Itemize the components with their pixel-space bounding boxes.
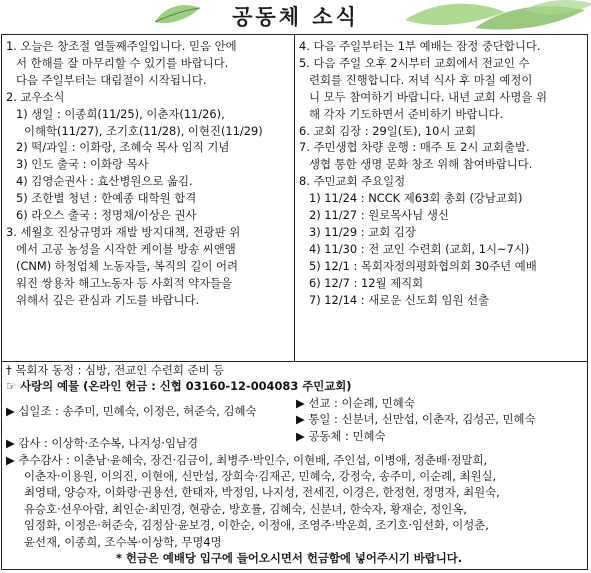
schedule-item: 5) 12/1 : 목회자정의평화협의회 30주년 예배	[309, 258, 537, 273]
column-divider	[294, 34, 295, 361]
harvest-line: 최영태, 양승자, 이화랑·권용선, 한태자, 박정임, 나지성, 전세진, 이경은, 한정현, 정명자, 최원숙,	[24, 485, 500, 500]
schedule-item: 1) 11/24 : NCCK 제63회 총회 (강남교회)	[309, 191, 523, 206]
community-line: ▶ 공동체 : 민혜숙	[296, 428, 386, 443]
harvest-line: 유승호·선우아람, 최인순·최민경, 현광순, 방호률, 김혜숙, 신분녀, 한숙자, 황재순, 정인옥,	[24, 501, 467, 516]
news-line: 4) 김영순권사 : 효산병원으로 옮김.	[16, 174, 193, 189]
schedule-item: 7) 12/14 : 새로운 신도회 임원 선출	[309, 292, 490, 307]
news-line: 6. 교회 김장 : 29일(토), 10시 교회	[299, 123, 476, 138]
news-line: 니 모두 참여하기 바랍니다. 내년 교회 사명을 위	[309, 89, 548, 104]
news-line: 다음 주일부터는 대림절이 시작됩니다.	[16, 72, 207, 87]
footer-note: * 헌금은 예배당 입구에 들어오시면서 헌금함에 넣어주시기 바랍니다.	[116, 551, 463, 566]
news-line: 1. 오늘은 창조절 열둘째주일입니다. 믿음 안에	[6, 39, 237, 53]
harvest-line: 임정화, 이정은·허준숙, 김정삼·윤보경, 이한순, 이정애, 조영주·박운희, 조기호·임선화, 이성춘,	[24, 518, 489, 533]
news-line: 위해서 깊은 관심과 기도를 바랍니다.	[16, 292, 200, 307]
news-line: 2) 떡/과일 : 이화랑, 조혜숙 목사 임직 기념	[16, 140, 230, 155]
harvest-line: 이춘자·이용원, 이의진, 이현애, 신만섭, 장희숙·김재곤, 민혜숙, 강정숙, 송주미, 이순례, 최원실,	[24, 469, 497, 484]
offering-section	[6, 362, 586, 566]
news-line: 이해학(11/27), 조기호(11/28), 이현진(11/29)	[24, 123, 263, 138]
news-line: 7. 주민생협 차량 운행 : 매주 토 2시 교회출발.	[299, 140, 530, 155]
header-banner	[0, 0, 591, 33]
news-line: 1) 생일 : 이종희(11/25), 이춘자(11/26),	[16, 106, 225, 121]
news-line: 6) 라오스 출국 : 정명채/이상은 권사	[16, 208, 197, 223]
news-line: 5. 다음 주일 오후 2시부터 교회에서 전교인 수	[299, 55, 530, 70]
news-line: 4. 다음 주일부터는 1부 예배는 잠정 중단합니다.	[299, 39, 541, 53]
news-line: 8. 주민교회 주요일정	[299, 174, 406, 189]
schedule-item: 2) 11/27 : 원로목사님 생신	[309, 208, 449, 223]
offering-row	[6, 395, 586, 452]
news-line: 해 각자 기도하면서 준비하기 바랍니다.	[309, 106, 504, 121]
thanks-line: ▶ 감사 : 이상학·조수복, 나지성·임남경	[6, 436, 198, 451]
harvest-line: 윤선재, 이종희, 조수복·이상학, 무명4명	[24, 534, 222, 549]
news-line: (CNM) 하청업체 노동자들, 복직의 길이 어려	[16, 258, 238, 273]
news-line: 생협 통한 생명 문화 창조 위해 참여바랍니다.	[309, 157, 533, 172]
offering-header: ☞ 사랑의 예물 (온라인 헌금 : 신협 03160-12-004083 주민교회)	[6, 379, 352, 394]
news-line: 3. 세월호 진상규명과 재발 방지대책, 전광판 위	[6, 224, 241, 239]
pastor-schedule: † 목회자 동정 : 심방, 전교인 수련회 준비 등	[6, 363, 225, 377]
news-line: 3) 인도 출국 : 이화랑 목사	[16, 157, 149, 172]
news-line: 2. 교우소식	[6, 89, 65, 104]
news-line: 련회를 진행합니다. 저녁 식사 후 마칠 예정이	[309, 72, 533, 87]
harvest-line: ▶ 추수감사 : 이춘남·윤혜숙, 장건·김금이, 최병주·박인수, 이현배, 주인섭, 이병애, 정춘배·정말희,	[6, 452, 488, 467]
schedule-item: 3) 11/29 : 교회 김장	[309, 224, 416, 239]
tithe-line: ▶ 십일조 : 송주미, 민혜숙, 이정은, 허준숙, 김혜숙	[6, 403, 257, 418]
schedule-item: 6) 12/7 : 12월 제직회	[309, 275, 424, 290]
news-line: 워진 쌍용차 해고노동자 등 사회적 약자들을	[16, 275, 233, 290]
unification-line: ▶ 통일 : 신분녀, 신만섭, 이춘자, 김성곤, 민혜숙	[296, 412, 536, 427]
schedule-item: 4) 11/30 : 전 교인 수련회 (교회, 1시~7시)	[309, 241, 530, 256]
mission-line: ▶ 선교 : 이순례, 민혜숙	[296, 395, 415, 410]
page-title: 공동체 소식	[232, 4, 359, 29]
news-line: 5) 조한별 청년 : 한예종 대학원 합격	[16, 191, 197, 206]
news-line: 서 한해를 잘 마무리할 수 있기를 바랍니다.	[16, 55, 229, 70]
news-line: 에서 고공 농성을 시작한 케이블 방송 씨앤앰	[16, 241, 236, 256]
right-column	[299, 38, 585, 309]
left-column	[6, 38, 292, 309]
